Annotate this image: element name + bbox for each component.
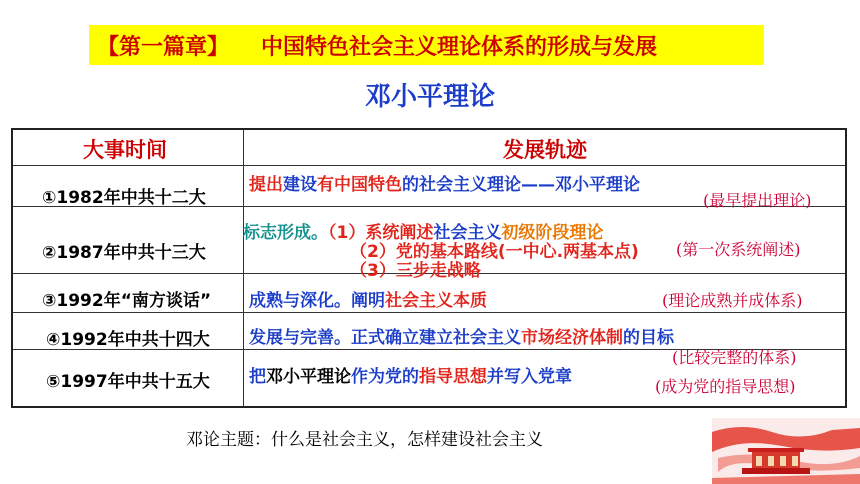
footer-theme: 邓论主题：什么是社会主义，怎样建设社会主义 (186, 430, 543, 450)
row-divider (13, 165, 845, 166)
header-track: 发展轨迹 (503, 138, 587, 162)
row2-line3: （3）三步走战略 (350, 261, 481, 281)
row4-note: (比较完整的体系) (672, 348, 797, 367)
row1-seg: 有中国特色 (317, 175, 402, 195)
chapter-title: 中国特色社会主义理论体系的形成与发展 (261, 34, 658, 60)
row5-note: (成为党的指导思想) (655, 377, 796, 396)
header-time: 大事时间 (83, 138, 167, 162)
row-divider (13, 312, 845, 313)
row2-line2: （2）党的基本路线(一中心.两基本点) (350, 242, 639, 262)
chapter-label: 【第一篇章】 (97, 34, 230, 60)
row1-seg: 的社会主义理论——邓小平理论 (402, 175, 640, 195)
row5-seg: 并写入党章 (487, 367, 572, 387)
row5-seg: 作为党的 (351, 367, 419, 387)
row4-date: ④1992年中共十四大 (46, 330, 210, 350)
row5-seg: 把 (249, 367, 266, 387)
row2-seg: 标志形成。 (243, 223, 328, 243)
row4-seg: 的目标 (623, 328, 674, 348)
row2-note: (第一次系统阐述) (676, 240, 801, 259)
row3-content (249, 291, 487, 311)
row3-date: ③1992年“南方谈话” (42, 291, 212, 311)
row2-seg: 社会主义 (433, 223, 502, 243)
red-flag-tiananmen-image (712, 418, 860, 484)
row4-content (249, 328, 674, 348)
row5-content (249, 367, 572, 387)
row5-date: ⑤1997年中共十五大 (46, 372, 210, 392)
chapter-banner (89, 25, 764, 65)
row1-content (249, 175, 640, 195)
slide-subtitle: 邓小平理论 (364, 82, 495, 112)
row3-seg: 社会主义本质 (385, 291, 487, 311)
row4-seg: 市场经济体制 (521, 328, 623, 348)
column-divider (243, 130, 244, 406)
row2-seg: （1）系统阐述 (328, 223, 434, 243)
row5-seg: 指导思想 (419, 367, 487, 387)
row1-seg: 提出 (249, 175, 283, 195)
row1-date: ①1982年中共十二大 (42, 188, 206, 208)
row1-seg: 建设 (283, 175, 317, 195)
row4-seg: 发展与完善。正式确立建立社会主义 (249, 328, 521, 348)
row3-seg: 成熟与深化。阐明 (249, 291, 385, 311)
row2-line1 (243, 223, 603, 243)
row1-note: (最早提出理论) (703, 191, 812, 210)
row2-date: ②1987年中共十三大 (42, 243, 206, 263)
row5-seg: 邓小平理论 (266, 367, 351, 387)
row2-seg: 初级阶段理论 (501, 223, 604, 243)
row3-note: (理论成熟并成体系) (662, 291, 803, 310)
